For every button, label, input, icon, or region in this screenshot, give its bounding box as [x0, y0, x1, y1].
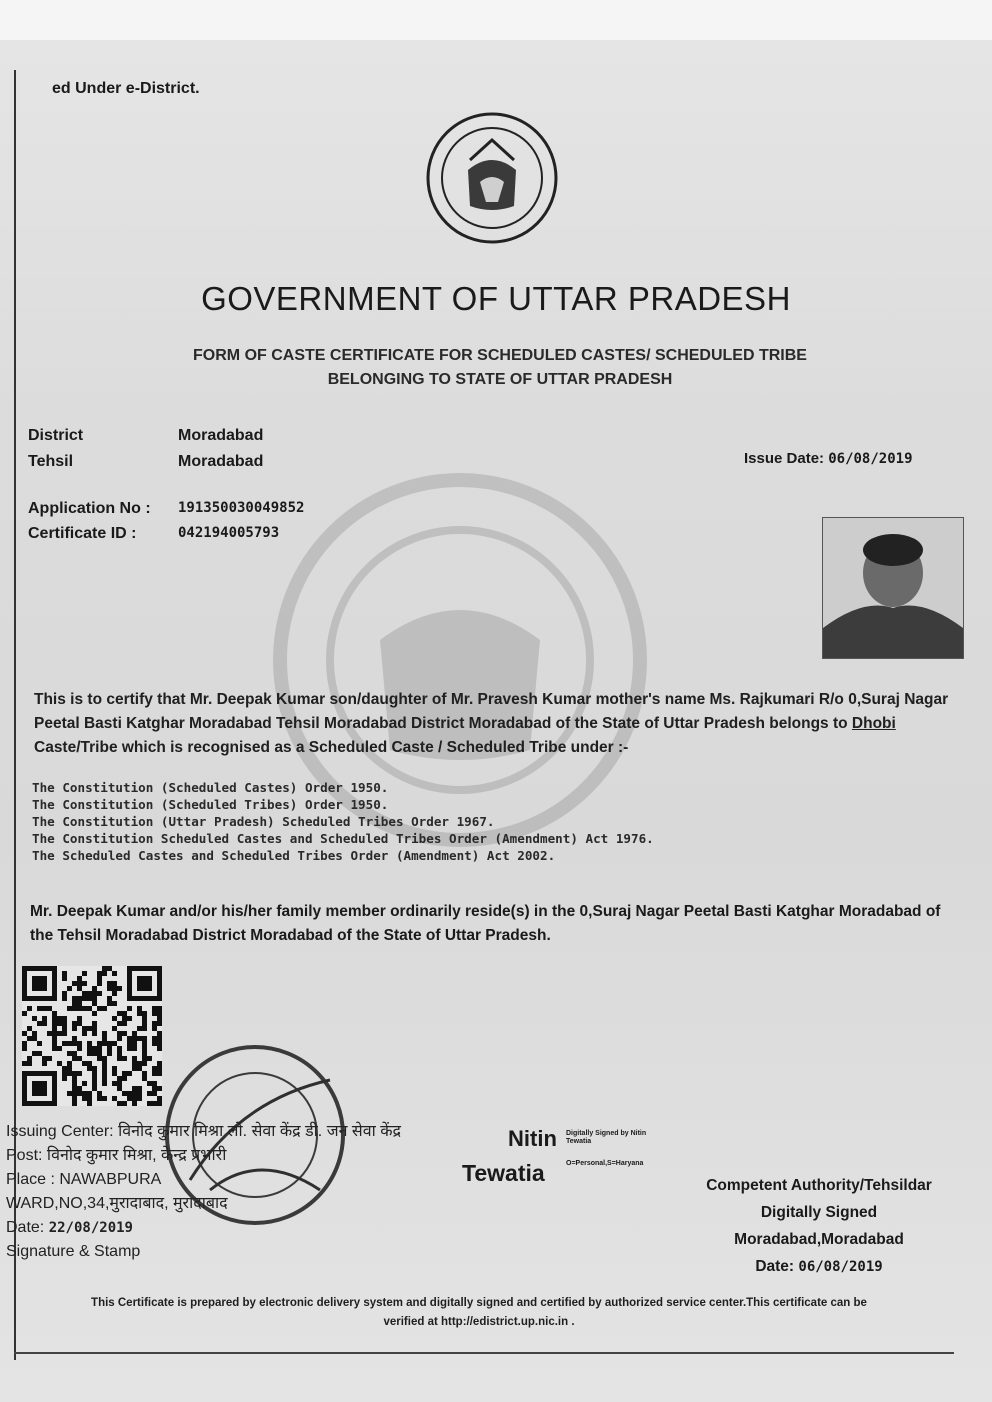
certification-paragraph — [34, 688, 964, 760]
caste-name: Dhobi — [851, 715, 896, 732]
certify-text-1: This is to certify that Mr. Deepak Kumar son/daughter of Mr. Pravesh Kumar mother's name Ms. Rajkumari R/o 0,Suraj Nagar Peetal Basti Katghar Moradabad Tehsil Moradabad District Moradabad of the State of Uttar Pradesh belongs to — [34, 691, 949, 732]
issue-date-value: 06/08/2019 — [828, 451, 913, 467]
issuing-date-label: Date: — [6, 1219, 45, 1236]
district-value: Moradabad — [178, 427, 264, 444]
government-title: GOVERNMENT OF UTTAR PRADESH — [201, 280, 791, 317]
issuing-center-block — [6, 1120, 401, 1264]
qr-code-icon — [22, 966, 162, 1106]
constitution-orders-list — [32, 779, 792, 864]
place-label: Place : — [6, 1171, 55, 1188]
signer-last-name: Tewatia — [462, 1160, 545, 1186]
digital-signature-note — [566, 1130, 646, 1146]
authority-digitally-signed: Digitally Signed — [760, 1204, 878, 1221]
form-title-line-1: FORM OF CASTE CERTIFICATE FOR SCHEDULED CASTES/ SCHEDULED TRIBE — [193, 347, 807, 364]
order-item: The Scheduled Castes and Scheduled Tribes Order (Amendment) Act 2002. — [32, 848, 556, 863]
form-title — [90, 344, 910, 392]
signer-first-name: Nitin — [508, 1126, 557, 1151]
bottom-border-line — [14, 1352, 954, 1354]
order-item: The Constitution (Uttar Pradesh) Scheduled Tribes Order 1967. — [32, 814, 495, 829]
signed-by-text: Digitally Signed by Nitin — [566, 1130, 647, 1137]
up-emblem-icon — [424, 110, 560, 246]
authority-date-value: 06/08/2019 — [798, 1259, 883, 1275]
issuing-center-label: Issuing Center: — [6, 1123, 114, 1140]
header-note: ed Under e-District. — [52, 80, 200, 97]
signed-name-text: Tewatia — [566, 1138, 592, 1145]
applicant-photo — [822, 517, 964, 659]
place-value: NAWABPURA — [59, 1171, 162, 1188]
form-title-line-2: BELONGING TO STATE OF UTTAR PRADESH — [327, 371, 673, 388]
tehsil-label: Tehsil — [28, 453, 74, 470]
footer-line-1: This Certificate is prepared by electronic delivery system and digitally signed and certified by authorized service center.This certificate can be — [91, 1297, 867, 1309]
issuing-center-value: विनोद कुमार मिश्रा लो. सेवा केंद्र डी. जन सेवा केंद्र — [118, 1123, 401, 1140]
footer-line-2: verified at http://edistrict.up.nic.in . — [383, 1316, 575, 1328]
certify-text-2: Caste/Tribe which is recognised as a Scheduled Caste / Scheduled Tribe under :- — [34, 739, 629, 756]
order-item: The Constitution (Scheduled Tribes) Order 1950. — [32, 797, 389, 812]
application-label: Application No : — [28, 500, 151, 517]
ward-text: WARD,NO,34,मुरादाबाद, मुरादाबाद — [6, 1195, 228, 1212]
certificate-label: Certificate ID : — [28, 525, 137, 542]
authority-date-label: Date: — [755, 1258, 795, 1275]
signer-org: O=Personal,S=Haryana — [566, 1160, 644, 1167]
competent-authority-block — [684, 1172, 954, 1281]
post-label: Post: — [6, 1147, 43, 1164]
footer-note — [14, 1294, 944, 1332]
issue-date-label: Issue Date: — [744, 450, 825, 467]
issue-date — [744, 450, 913, 467]
district-label: District — [28, 427, 84, 444]
certificate-value: 042194005793 — [178, 525, 280, 541]
tehsil-value: Moradabad — [178, 453, 264, 470]
issuing-date-value: 22/08/2019 — [48, 1220, 133, 1236]
person-photo-icon — [823, 518, 963, 658]
signature-label: Signature & Stamp — [6, 1243, 141, 1260]
scan-top-edge — [0, 0, 992, 40]
application-value: 191350030049852 — [178, 500, 305, 516]
order-item: The Constitution (Scheduled Castes) Order 1950. — [32, 780, 389, 795]
post-value: विनोद कुमार मिश्रा, केन्द्र प्रभारी — [46, 1147, 227, 1164]
authority-title: Competent Authority/Tehsildar — [706, 1177, 932, 1194]
residence-paragraph: Mr. Deepak Kumar and/or his/her family member ordinarily reside(s) in the 0,Suraj Nagar Peetal Basti Katghar Moradabad of the Tehsil Moradabad District Moradabad of the State of Uttar Pradesh. — [30, 903, 941, 944]
authority-location: Moradabad,Moradabad — [734, 1231, 904, 1248]
order-item: The Constitution Scheduled Castes and Scheduled Tribes Order (Amendment) Act 1976. — [32, 831, 654, 846]
